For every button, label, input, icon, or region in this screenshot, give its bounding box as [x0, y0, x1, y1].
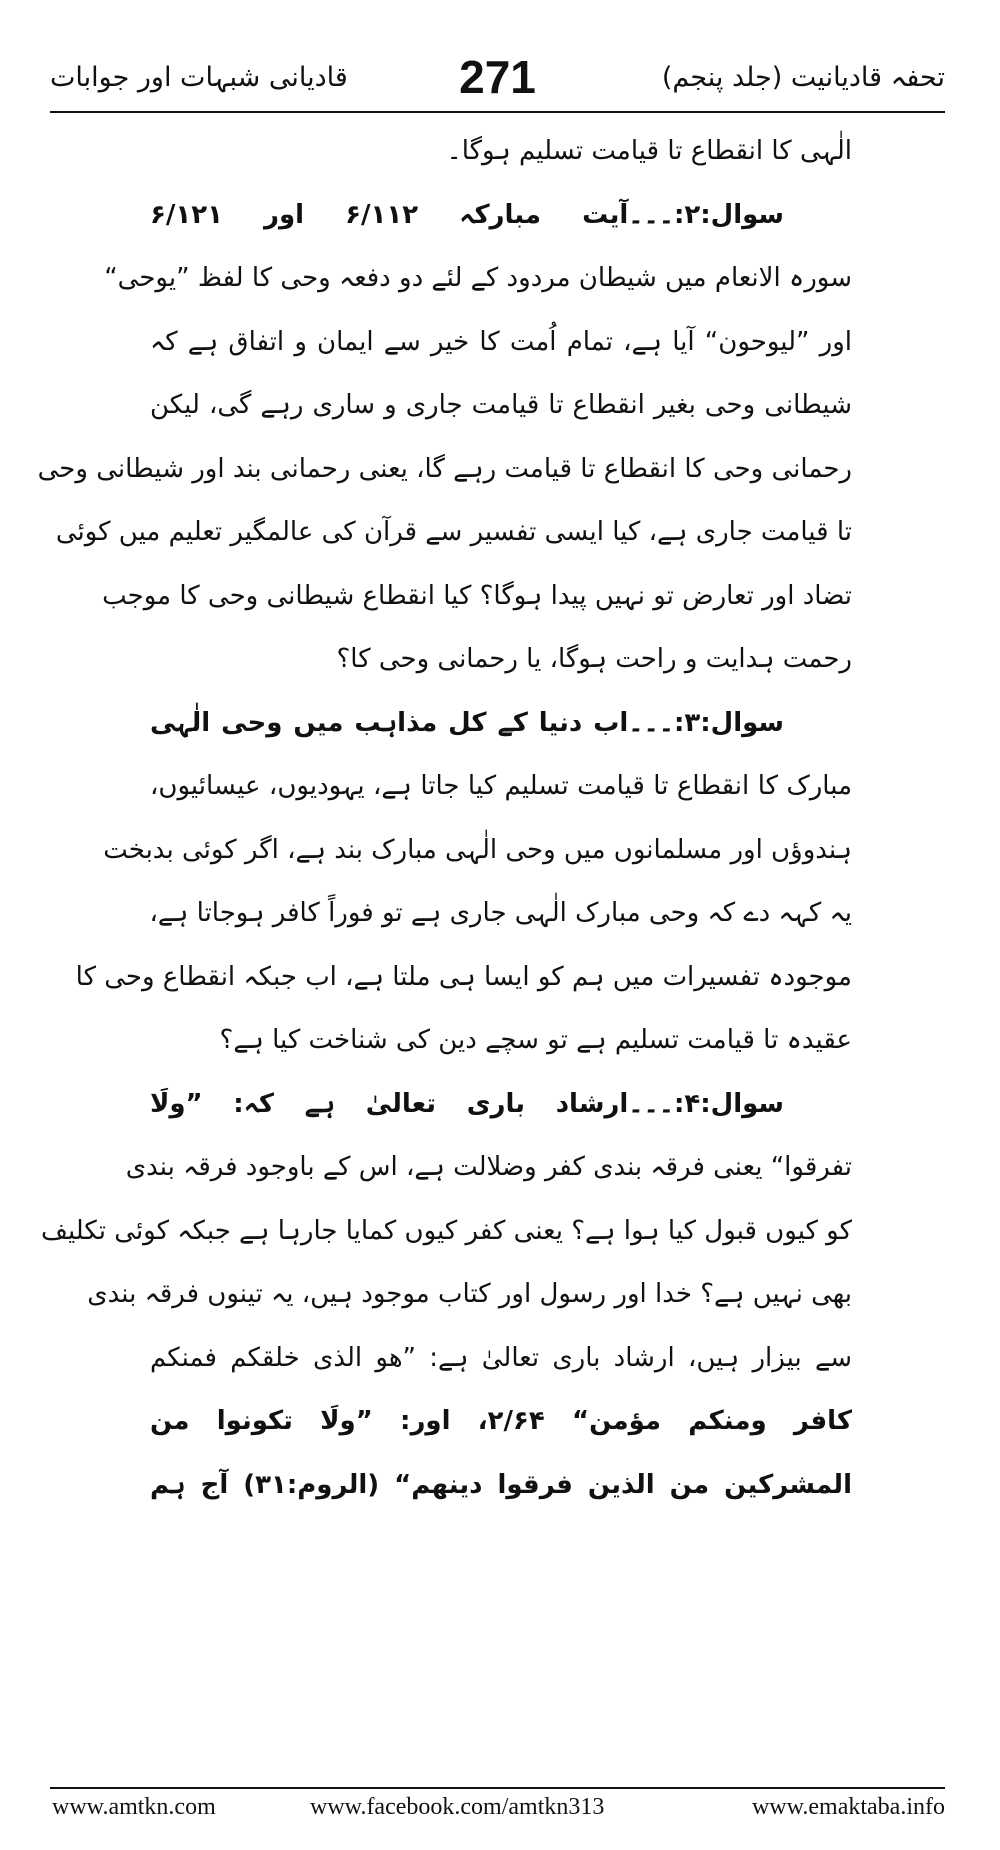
- text-line: عقیدہ تا قیامت تسلیم ہے تو سچے دین کی شناخت کیا ہے؟: [219, 1025, 852, 1055]
- text-line: موجودہ تفسیرات میں ہم کو ایسا ہی ملتا ہے، اب جبکہ انقطاع وحی کا: [75, 961, 852, 992]
- text-line: تفرقوا“ یعنی فرقہ بندی کفر وضلالت ہے، اس کے باوجود فرقہ بندی: [125, 1152, 852, 1182]
- page-number: 271: [459, 51, 536, 103]
- footer-link-amtkn[interactable]: www.amtkn.com: [52, 1794, 216, 1820]
- text-line: مبارک کا انقطاع تا قیامت تسلیم کیا جاتا ہے، یہودیوں، عیسائیوں،: [150, 771, 852, 801]
- footer-link-emaktaba[interactable]: www.emaktaba.info: [751, 1794, 945, 1820]
- text-line: سورہ الانعام میں شیطان مردود کے لئے دو دفعہ وحی کا لفظ ”یوحی“: [104, 263, 852, 293]
- page-footer: [52, 1794, 945, 1830]
- text-line: تا قیامت جاری ہے، کیا ایسی تفسیر سے قرآن کی عالمگیر تعلیم میں کوئی: [55, 517, 852, 547]
- section-title: قادیانی شبہات اور جوابات: [50, 62, 348, 93]
- text-line: شیطانی وحی بغیر انقطاع تا قیامت جاری و ساری رہے گی، لیکن: [150, 390, 852, 420]
- text-line: تضاد اور تعارض تو نہیں پیدا ہوگا؟ کیا انقطاع شیطانی وحی کا موجب: [102, 580, 852, 611]
- text-line: کافر ومنکم مؤمن“ ۲/۶۴، اور: ”ولَا تکونوا من: [150, 1406, 852, 1436]
- question-2-heading: سوال:۲:۔۔۔آیت مبارکہ ۶/۱۱۲ اور ۶/۱۲۱: [150, 199, 784, 230]
- header-divider: [50, 111, 945, 113]
- text-line: کو کیوں قبول کیا ہوا ہے؟ یعنی کفر کیوں کمایا جارہا ہے جبکہ کوئی تکلیف: [41, 1215, 852, 1246]
- page-header: [50, 52, 945, 114]
- question-3-heading: سوال:۳:۔۔۔اب دنیا کے کل مذاہب میں وحی الٰہی: [150, 707, 784, 738]
- footer-divider: [50, 1787, 945, 1789]
- text-line: المشرکین من الذین فرقوا دینھم“ (الروم:۳۱) آج ہم: [150, 1469, 852, 1500]
- page-body: [37, 120, 852, 1730]
- text-line: الٰہی کا انقطاع تا قیامت تسلیم ہوگا۔: [446, 136, 852, 166]
- text-line: یہ کہہ دے کہ وحی مبارک الٰہی جاری ہے تو فوراً کافر ہوجاتا ہے،: [149, 898, 852, 928]
- text-line: رحمانی وحی کا انقطاع تا قیامت رہے گا، یعنی رحمانی بند اور شیطانی وحی: [37, 453, 852, 484]
- text-line: اور ”لیوحون“ آیا ہے، تمام اُمت کا خیر سے ایمان و اتفاق ہے کہ: [150, 326, 852, 357]
- text-line: رحمت ہدایت و راحت ہوگا، یا رحمانی وحی کا؟: [336, 644, 852, 674]
- text-line: بھی نہیں ہے؟ خدا اور رسول اور کتاب موجود ہیں، یہ تینوں فرقہ بندی: [87, 1279, 852, 1309]
- question-4-heading: سوال:۴:۔۔۔ارشاد باری تعالیٰ ہے کہ: ”ولَا: [150, 1088, 784, 1119]
- footer-link-facebook[interactable]: www.facebook.com/amtkn313: [310, 1794, 605, 1820]
- text-line: ہندوؤں اور مسلمانوں میں وحی الٰہی مبارک بند ہے، اگر کوئی بدبخت: [103, 834, 852, 865]
- text-line: سے بیزار ہیں، ارشاد باری تعالیٰ ہے: ”ھو الذی خلقکم فمنکم: [150, 1342, 852, 1373]
- book-title: تحفہ قادیانیت (جلد پنجم): [661, 62, 945, 93]
